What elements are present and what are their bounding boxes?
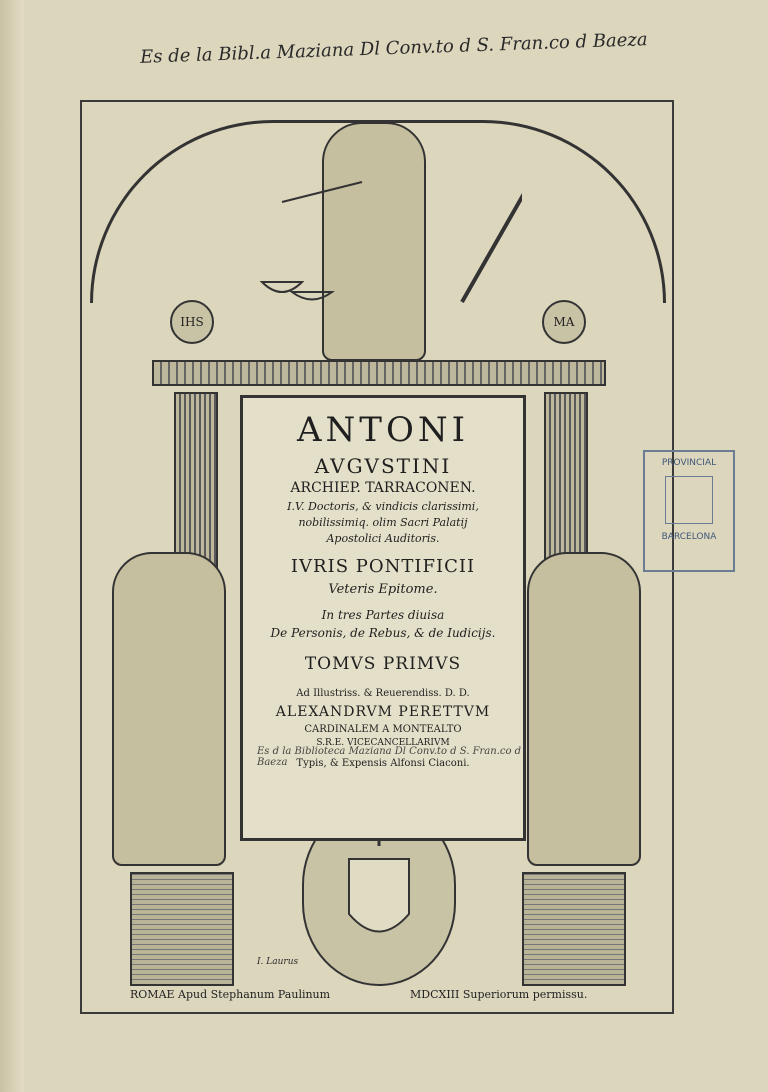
medallion-ihs: [170, 300, 214, 344]
engraver-signature: I. Laurus: [257, 957, 299, 967]
work-title: IVRIS PONTIFICII: [290, 556, 476, 577]
church-figure-with-temple: [527, 552, 641, 866]
stamp-line2: BARCELONA: [661, 532, 717, 542]
dedicatee-name: ALEXANDRVM PERETTVM: [275, 704, 491, 720]
library-stamp: [643, 450, 735, 572]
author-title-line2: nobilissimiq. olim Sacri Palatij: [298, 516, 468, 529]
author-title-line1: I.V. Doctoris, & vindicis clarissimi,: [287, 500, 479, 513]
medallion-ma-text: MA: [553, 315, 575, 329]
author-surname: AVGVSTINI: [314, 454, 452, 478]
imprint-right: MDCXIII Superiorum permissu.: [410, 988, 588, 1001]
left-pedestal: [130, 872, 234, 986]
dedication-line: Ad Illustriss. & Reuerendiss. D. D.: [296, 688, 470, 699]
imprint-left: ROMAE Apud Stephanum Paulinum: [130, 988, 331, 1001]
work-subtitle: Veteris Epitome.: [328, 582, 438, 597]
right-pedestal: [522, 872, 626, 986]
medallion-ihs-text: IHS: [180, 315, 204, 329]
printer-line: Typis, & Expensis Alfonsi Ciaconi.: [296, 758, 470, 769]
stamp-emblem-icon: [665, 476, 713, 524]
dedicatee-title1: CARDINALEM A MONTEALTO: [304, 724, 462, 735]
medallion-ma: [542, 300, 586, 344]
title-panel: [240, 395, 526, 841]
stamp-line1: PROVINCIAL: [661, 458, 717, 468]
entablature: [152, 360, 606, 386]
faith-figure-with-cross: [112, 552, 226, 866]
parts-line: De Personis, de Rebus, & de Iudicijs.: [270, 626, 496, 640]
volume-label: TOMVS PRIMVS: [304, 654, 462, 674]
manuscript-ownership-note: Es de la Bibl.a Maziana Dl Conv.to d S. Fran.co d Baeza: [139, 29, 648, 68]
author-title-line3: Apostolici Auditoris.: [326, 532, 440, 545]
author-office: ARCHIEP. TARRACONEN.: [290, 480, 476, 496]
dedicatee-title2: S.R.E. VICECANCELLARIVM: [316, 738, 450, 748]
manuscript-inner-note: Es d la Biblioteca Maziana Dl Conv.to d S. Fran.co d Baeza: [257, 746, 522, 768]
author-name: ANTONI: [296, 410, 470, 450]
scales-and-sword-icon: [242, 162, 522, 312]
division-line: In tres Partes diuisa: [321, 608, 445, 622]
book-spine-edge: [0, 0, 24, 1092]
